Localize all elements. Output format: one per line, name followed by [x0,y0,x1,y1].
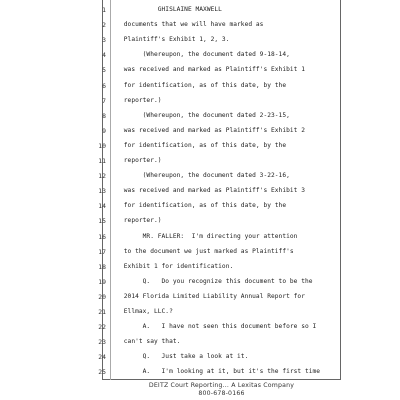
line-number: 25 [98,368,106,377]
line-number: 9 [102,126,106,135]
line-number: 22 [98,323,106,332]
line-number: 24 [98,353,106,362]
line-number: 4 [102,51,106,60]
transcript-line: reporter.) [120,217,162,225]
line-number: 11 [98,157,106,165]
transcript-line: Exhibit 1 for identification. [120,262,234,270]
transcript-line: Ellmax, LLC.? [120,308,173,315]
line-number: 18 [98,262,106,271]
line-number: 1 [102,6,106,14]
line-number: 13 [98,187,106,196]
transcript-line: 2014 Florida Limited Liability Annual Report for [120,292,305,300]
transcript-line: to the document we just marked as Plaintiff's [120,247,294,255]
transcript-line: (Whereupon, the document dated 2-23-15, [120,111,290,119]
line-number: 17 [98,247,106,256]
line-number: 12 [98,172,106,181]
transcript-line: for identification, as of this date, by the [120,141,287,149]
line-number: 15 [98,217,106,226]
transcript-line: reporter.) [120,157,162,164]
line-number-rule [110,0,111,380]
transcript-line: Q. Do you recognize this document to be the [120,277,313,285]
transcript-line: was received and marked as Plaintiff's Exhibit 3 [120,187,305,195]
footer-company: DEITZ Court Reporting... A Lexitas Company [148,382,295,389]
transcript-line: was received and marked as Plaintiff's Exhibit 2 [120,126,305,134]
line-number: 8 [102,111,106,120]
page-bottom-border [102,379,341,380]
line-number: 19 [98,277,106,286]
transcript-line: (Whereupon, the document dated 3-22-16, [120,172,290,180]
transcript-line: documents that we will have marked as [120,21,264,29]
transcript-line: GHISLAINE MAXWELL [120,6,222,13]
transcript-line: Plaintiff's Exhibit 1, 2, 3. [120,36,230,44]
line-number: 7 [102,96,106,105]
line-number: 14 [98,202,106,211]
transcript-line: for identification, as of this date, by the [120,81,287,89]
line-number: 10 [98,141,106,150]
line-number: 3 [102,36,106,45]
transcript-line: reporter.) [120,96,162,104]
line-number: 16 [98,232,106,241]
line-number: 2 [102,21,106,30]
transcript-line: for identification, as of this date, by the [120,202,287,210]
line-number: 23 [98,338,106,347]
transcript-line: Q. Just take a look at it. [120,353,249,361]
line-number: 6 [102,81,106,90]
footer-phone: 800-678-0166 [198,390,245,397]
line-number: 20 [98,292,106,301]
transcript-line: MR. FALLER: I'm directing your attention [120,232,298,240]
transcript-line: was received and marked as Plaintiff's Exhibit 1 [120,66,305,74]
transcript-line: A. I have not seen this document before so I [120,323,317,331]
line-number: 5 [102,66,106,75]
transcript-line: can't say that. [120,338,181,346]
transcript-line: (Whereupon, the document dated 9-18-14, [120,51,290,59]
transcript-line: A. I'm looking at it, but it's the first time [120,368,321,376]
line-number: 21 [98,308,106,316]
